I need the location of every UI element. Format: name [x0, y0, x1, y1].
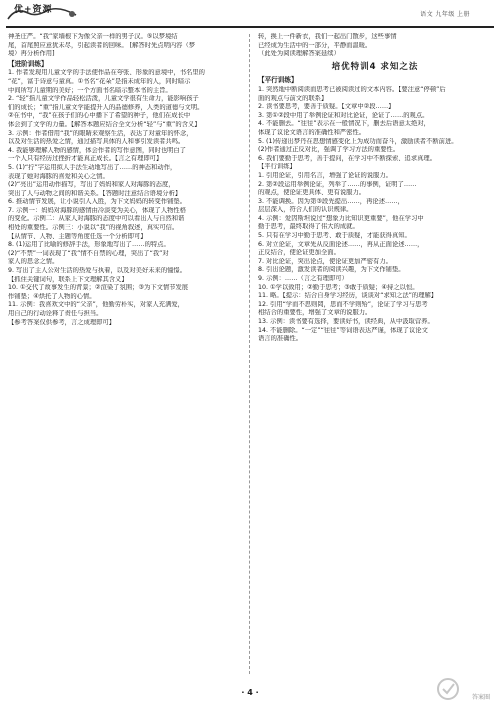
- brand-name: 优+资源: [14, 5, 53, 15]
- left-answer-line: 10. ①交代了故事发生的背景；②渲染了氛围；③为下文情节发展: [8, 284, 189, 292]
- left-answer-line: 以及对生活的热爱之情，通过描写具体的人和事引发读者共鸣。: [8, 138, 185, 146]
- right-answer-line: 的观点，使论证更具体、更有说服力。: [258, 189, 366, 197]
- right-section-tag: 【平行训练】: [258, 76, 298, 85]
- right-intro-line: 转，换上一件新衣，我们一起出门散步，这些事情: [258, 33, 397, 40]
- series-label: 语文 九年级 上册: [420, 12, 470, 18]
- left-answer-list: [8, 69, 240, 327]
- left-answer-line: 中间所写儿童期的美好；一个方面书名暗示整本书的主旨。: [8, 86, 172, 94]
- page-number: · 4 ·: [241, 688, 259, 697]
- right-answer-line: 【平行训练】: [258, 163, 296, 171]
- right-answer-line: 勤于思考，最终取得了伟大的成就。: [258, 223, 359, 231]
- left-answer-line: 相处的重要性。示例三：小说以“我”的视角叙述，真实可信。: [8, 224, 179, 232]
- right-answer-line: 4. 不能删去。“往往”表示在一般情况下，删去后语意太绝对，: [258, 120, 430, 128]
- right-answer-line: 7. 对比论证，突出论点，使论证更加严密有力。: [258, 257, 392, 265]
- left-answer-line: 作铺垫；④烘托了人物的心情。: [8, 292, 96, 300]
- right-answer-line: 体现了议论文语言的准确性和严密性。: [258, 128, 366, 136]
- right-answer-line: 14. 不能删除。“一定”“往往”等词语表达严谨，体现了议论文: [258, 326, 428, 334]
- right-answer-line: 相结合的重要性，增强了文章的说服力。: [258, 309, 372, 317]
- left-answer-line: 【参考答案仅供参考，言之成理即可】: [8, 318, 116, 326]
- left-intro-line: 神圣庄严。“我”家墙根下为像父亲一样的男子汉。⑤以梦境结: [8, 33, 178, 40]
- left-answer-line: 6. 推动情节发展，让小说引人入胜，为下文妈妈的转变作铺垫。: [8, 198, 187, 206]
- left-answer-line: 【抓住关键词句，联系上下文理解其含义】: [8, 275, 128, 283]
- page-header: [0, 0, 500, 30]
- left-intro-line: 境）再分析作用]: [8, 50, 55, 58]
- right-answer-line: 11. 略。【提示：结合自身学习经历，谈谈对“求知之法”的理解】: [258, 292, 438, 300]
- right-answer-line: 12. 引用“学而不思则罔，思而不学则殆”，论证了学习与思考: [258, 300, 428, 308]
- right-answer-line: 语言的准确性。: [258, 335, 303, 343]
- right-answer-line: 3. 第①②段中用了举例论证和对比论证，论证了……的观点。: [258, 111, 429, 119]
- left-answer-line: 用自己的行动诠释了责任与担当。: [8, 310, 103, 317]
- right-answer-line: 3. 不能调换。因为第③段先提出……，再论述……，: [258, 197, 404, 205]
- left-answer-line: 家人的思念之情。: [8, 258, 59, 266]
- right-answer-line: 4. 示例：爱因斯坦说过“想象力比知识更重要”，他在学习中: [258, 214, 424, 222]
- right-column: [258, 33, 492, 344]
- left-column: [8, 33, 240, 327]
- left-answer-line: 11. 示例：我喜欢文中的“父亲”，他勤劳朴实，对家人充满爱，: [8, 301, 184, 309]
- right-intro-line: （此处为阅读理解答案延续）: [258, 50, 340, 58]
- left-answer-line: 的变化。示例二：从家人对海豚的态度中可以看出人与自然和谐: [8, 215, 185, 223]
- left-intro: [8, 33, 240, 59]
- right-intro-line: 已经成为生活中的一部分，平静而温暖。: [258, 41, 372, 49]
- left-answer-line: 2. “轻”指儿童文学作品轻松活泼，儿童文学很有生命力，能影响孩子: [8, 95, 199, 103]
- lesson-title: 培优特训4 求知之法: [331, 61, 419, 72]
- column-divider: [249, 34, 250, 674]
- left-answer-line: (2)“亮出”运用动作描写，写出了妈妈和家人对海豚的态度，: [8, 181, 175, 189]
- right-answer-line: 2. 读书要思考，要善于质疑。【文章中②段……】: [258, 103, 395, 111]
- right-answer-line: (2)作者通过正反对比，强调了学习方法的重要性。: [258, 146, 400, 154]
- left-answer-line: 【从情节、人物、主题等角度任选一个分析即可】: [8, 232, 147, 240]
- left-answer-line: ②在书中，“我”在孩子们的心中播下了希望的种子，他们在成长中: [8, 112, 191, 120]
- left-answer-line: 表现了她对海豚的喜爱和关心之情。: [8, 172, 109, 180]
- right-answer-line: 6. 对立论证，文章先从反面论述……，再从正面论述……，: [258, 240, 424, 248]
- left-section-tag: 【进阶训练】: [8, 59, 48, 68]
- right-answer-line: 1. 突然地中断阅读而思考已被阅读过的文本内容。【要注意“停顿”后: [258, 85, 446, 93]
- right-answer-line: 10. ①学以致用；②勤于思考；③敢于质疑；④持之以恒。: [258, 283, 419, 291]
- right-answer-line: 面的观点与前文的联系】: [258, 94, 328, 102]
- left-answer-line: 4. 我能够理解人物的感情，体会作者的写作意图，同时也明白了: [8, 146, 187, 154]
- right-answer-line: 层层深入，符合人们的认识规律。: [258, 206, 353, 214]
- right-answer-line: 8. 引出论题，激发读者的阅读兴趣，为下文作铺垫。: [258, 266, 405, 274]
- left-answer-line: 一个人只有经历过挫折才能真正成长。【言之有理即可】: [8, 155, 163, 163]
- right-answer-line: 5. 只有在学习中勤于思考、敢于质疑，才能获得真知。: [258, 232, 411, 240]
- right-answer-list: [258, 86, 492, 344]
- right-intro: [258, 33, 492, 59]
- left-answer-line: 体会到了文学的力量。【解答本题应结合全文分析“轻”与“重”的含义】: [8, 120, 201, 128]
- right-answer-line: 5. (1)传递出梦丹在思想情感变化上为成功而奋斗，激励读者不断前进。: [258, 137, 458, 145]
- left-answer-line: 们的成长；“重”指儿童文学能提升人的品德修养，人类的道德与文明。: [8, 103, 204, 111]
- right-answer-line: 13. 示例：读书要有选择，要读好书，读经典，从中汲取营养。: [258, 318, 434, 325]
- left-answer-line: 突出了人与动物之间的和谐关系。【答题时注意结合语境分析】: [8, 189, 182, 197]
- right-answer-line: 1. 引用论证，引用名言，增强了论证的说服力。: [258, 171, 392, 179]
- left-answer-line: 3. 示例：作者借用“我”的眼睛来观察生活，表达了对童年的怀念，: [8, 129, 193, 137]
- left-answer-line: 8. (1)运用了比喻的修辞手法，形象地写出了……的特点。: [8, 241, 170, 249]
- left-intro-line: 尾，首尾照应意犹未尽，引起读者的回味。 [解答时先点明内容（梦: [8, 41, 196, 49]
- right-answer-line: 2. 第②段运用举例论证，列举了……的事例，证明了……: [258, 180, 417, 188]
- left-answer-line: 9. 写出了主人公对生活的热爱与执着，以及对美好未来的憧憬。: [8, 267, 187, 275]
- header-rule: [6, 26, 494, 28]
- right-answer-line: 6. 我们要勤于思考，善于提问，在学习中不断探索、追求真理。: [258, 154, 437, 162]
- left-answer-line: (2)“不禁”一词表现了“我”情不自禁的心理，突出了“我”对: [8, 249, 169, 257]
- watermark-text: 答案圈: [471, 694, 490, 701]
- left-answer-line: 1. 作者发现用儿童文学的手法使作品在夸张、形象的意境中，书名里的: [8, 69, 205, 77]
- left-answer-line: 5. (1)“拧”字运用拟人手法生动地写出了……的神态和动作，: [8, 163, 177, 171]
- right-answer-line: 9. 示例：……（言之有理即可）: [258, 275, 348, 283]
- left-answer-line: 7. 示例一：妈妈对海豚的感情由冷淡变为关心，体现了人物性格: [8, 206, 187, 214]
- left-answer-line: “花”，富于诗意与童真。①书名“花朵”是指未成年的人，同时暗示: [8, 77, 191, 85]
- right-answer-line: 正反结合，使论证更加全面。: [258, 249, 340, 257]
